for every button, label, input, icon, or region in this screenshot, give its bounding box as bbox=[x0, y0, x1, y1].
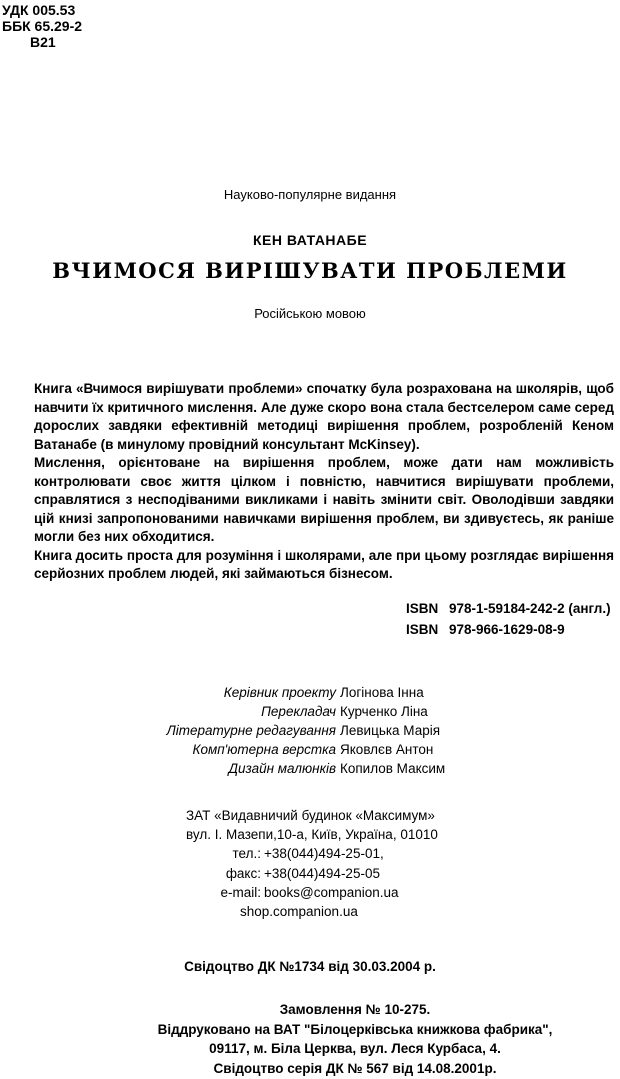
isbn-block bbox=[406, 598, 611, 640]
isbn-value: 978-1-59184-242-2 (англ.) bbox=[449, 601, 611, 616]
credit-row bbox=[0, 683, 620, 702]
phone-label: тел.: bbox=[232, 846, 261, 862]
edition-type: Науково-популярне видання bbox=[223, 187, 397, 202]
credits bbox=[0, 683, 620, 778]
publisher-fax-row bbox=[0, 864, 620, 883]
credit-person: Левицька Марія bbox=[340, 723, 441, 738]
annotation bbox=[34, 380, 614, 584]
annotation-paragraph: Книга «Вчимося вирішувати проблеми» спочатку була розрахована на школярів, щоб навчити їх критичного мислення. Але дуже скоро вона стала бестселером саме серед дорослих завдяки ефективній методиці вирішення проблем, розробленій Кеном Ватанабе (в минулому провідний консультант McKinsey). bbox=[34, 381, 614, 452]
credit-row bbox=[0, 759, 620, 778]
credit-person: Копилов Максим bbox=[340, 761, 446, 776]
book-author: КЕН ВАТАНАБЕ bbox=[252, 232, 368, 248]
author-mark: В21 bbox=[30, 34, 56, 50]
order-number: Замовлення № 10-275. bbox=[279, 1002, 431, 1017]
isbn-label: ISBN bbox=[406, 601, 439, 616]
credit-row bbox=[0, 721, 620, 740]
credit-role: Дизайн малюнків bbox=[228, 761, 336, 776]
credit-row bbox=[0, 740, 620, 759]
fax-label: факс: bbox=[225, 865, 261, 881]
bbk-code: ББК 65.29-2 bbox=[2, 18, 83, 34]
phone-number: +38(044)494-25-01, bbox=[264, 846, 384, 862]
annotation-paragraph: Мислення, орієнтоване на вирішення проблем, може дати нам можливість контролювати своє життя цілком і повністю, навчитися вирішувати проблеми, справлятися з несподіваними викликами і навіть змінити світ. Оволодівши завдяки цій книзі запропонованими навичками вирішення проблем, ви здивуєтесь, як раніше могли без них обходитися. bbox=[34, 455, 614, 544]
credit-person: Курченко Ліна bbox=[340, 704, 428, 719]
credit-person: Яковлєв Антон bbox=[340, 742, 434, 757]
isbn-value: 978-966-1629-08-9 bbox=[449, 622, 565, 637]
printer-certificate: Свідоцтво серія ДК № 567 від 14.08.2001р. bbox=[213, 1060, 497, 1076]
classification-codes bbox=[2, 2, 82, 50]
book-title: ВЧИМОСЯ ВИРІШУВАТИ ПРОБЛЕМИ bbox=[52, 258, 568, 283]
language-note: Російською мовою bbox=[254, 306, 366, 321]
publisher-address: вул. І. Мазепи,10-а, Київ, Україна, 01010 bbox=[186, 827, 438, 843]
email-address: books@companion.ua bbox=[264, 884, 399, 900]
annotation-paragraph: Книга досить проста для розуміння і школярами, але при цьому розглядає вирішення серйозних проблем людей, які займаються бізнесом. bbox=[34, 547, 614, 581]
publisher-name: ЗАТ «Видавничий будинок «Максимум» bbox=[186, 808, 435, 823]
shop-site: shop.companion.ua bbox=[240, 904, 358, 920]
printer-address: 09117, м. Біла Церква, вул. Леся Курбаса, 4. bbox=[209, 1041, 501, 1056]
publisher-info bbox=[0, 806, 620, 921]
publisher-phone-row bbox=[0, 844, 620, 863]
publisher-certificate: Свідоцтво ДК №1734 від 30.03.2004 р. bbox=[184, 959, 436, 974]
isbn-label: ISBN bbox=[406, 622, 439, 637]
credit-role: Літературне редагування bbox=[166, 723, 336, 738]
printing-info bbox=[120, 1000, 590, 1078]
credit-role: Керівник проекту bbox=[223, 685, 336, 700]
fax-number: +38(044)494-25-05 bbox=[264, 865, 380, 881]
udk-code: УДК 005.53 bbox=[2, 2, 76, 18]
email-label: e-mail: bbox=[220, 884, 261, 900]
credit-person: Логінова Інна bbox=[340, 685, 424, 700]
isbn-row bbox=[406, 619, 611, 640]
credit-role: Комп'ютерна верстка bbox=[192, 742, 336, 757]
printed-at: Віддруковано на ВАТ "Білоцерківська книжкова фабрика", bbox=[157, 1021, 553, 1037]
credit-role: Перекладач bbox=[261, 704, 336, 719]
publisher-email-row bbox=[0, 883, 620, 902]
isbn-row bbox=[406, 598, 611, 619]
credit-row bbox=[0, 702, 620, 721]
